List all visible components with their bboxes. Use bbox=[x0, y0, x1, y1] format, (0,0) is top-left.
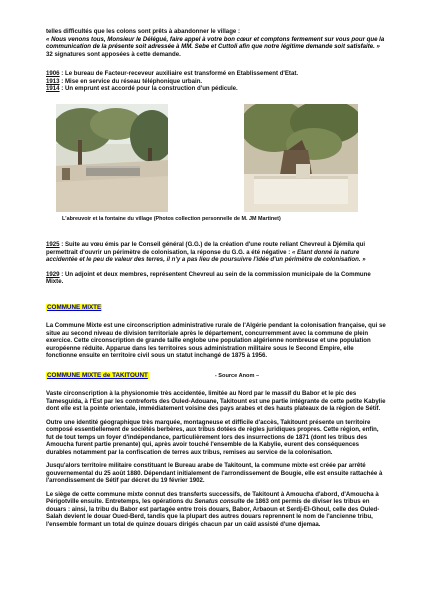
section-takitount bbox=[46, 364, 386, 528]
photo-caption: L'abreuvoir et la fontaine du village (Photos collection personnelle de M. JM Martinet) bbox=[62, 216, 281, 222]
section-heading-takitount: COMMUNE MIXTE de TAKITOUNT bbox=[47, 372, 148, 379]
chronology-item-1913 bbox=[46, 78, 386, 86]
source-note: - Source Anom – bbox=[214, 373, 260, 379]
petition-quote: « Nous venons tous, Monsieur le Délégué, faire appel à votre bon cœur et comptons fermement sur vous pour que la communication de la présente soit adressée à MM. Sebe et Cuttoli afin que notre légitime demande soit satisfaite. » bbox=[46, 35, 385, 50]
signatures-line: 32 signatures sont apposées à cette demande. bbox=[46, 50, 181, 58]
year-1925: 1925 bbox=[46, 241, 60, 248]
watering-trough-photo bbox=[56, 104, 168, 212]
year-1913: 1913 bbox=[46, 77, 60, 85]
year-1929: 1929 bbox=[46, 270, 60, 278]
p4-start: Le siège de cette commune mixte connut des transferts successifs, de Takitount à Amoucha d'abord, d'Amoucha à Périgotville ensuite. Entretemps, les opérations du bbox=[46, 490, 379, 505]
year-1906: 1906 bbox=[46, 70, 60, 77]
section-heading-commune-mixte: COMMUNE MIXTE bbox=[47, 304, 102, 311]
paragraph-1925 bbox=[46, 241, 386, 264]
quote-1925: « Etant donné la nature accidentée et le peu de valeur des terres, il n'y a pas lieu de poursuivre l'idée d'un périmètre de colonisation. » bbox=[46, 248, 366, 263]
text-1929: : Un adjoint et deux membres, représentent Chevreul au sein de la commission municipale de la Commune Mixte. bbox=[46, 270, 371, 285]
commune-mixte-paragraph: La Commune Mixte est une circonscription administrative rurale de l'Algérie pendant la colonisation française, qui se situe au second niveau de division territoriale après le département, concurremment avec la commune de plein exercice. Cette circonscription de grande taille englobe une population algérienne nombreuse et une population européenne réduite. Apparue dans les territoires sous administration militaire sous le Second Empire, elle fonctionne ensuite en territoire civil sous un statut inchangé de 1875 à 1956. bbox=[46, 322, 386, 359]
paragraph-1929 bbox=[46, 271, 386, 286]
senatus-consulte: Senatus consulte bbox=[194, 498, 245, 505]
chronology-text: : Le bureau de Facteur-receveur auxiliaire est transformé en Etablissement d'Etat. bbox=[59, 70, 299, 77]
year-1914: 1914 bbox=[46, 85, 60, 92]
takitount-heading-row bbox=[46, 364, 386, 382]
takitount-paragraph-4 bbox=[46, 491, 386, 529]
chronology-1925-1929 bbox=[46, 241, 386, 286]
chronology-item-1906 bbox=[46, 70, 386, 78]
chronology-text: : Un emprunt est accordé pour la construction d'un pédicule. bbox=[59, 85, 238, 92]
takitount-paragraph-2: Outre une identité géographique très marquée, montagneuse et difficile d'accès, Takitount présente un territoire composé essentiellement de sociétés berbères, aux tribus dotées de règles juridiques propres. Cette région, enfin, fut de tout temps un foyer d'indépendance, particulièrement lors des insurrections de 1871 (dont les tribus des Amoucha furent partie prenante) qui, après avoir touché l'ensemble de la Kabylie, eurent des conséquences durables notamment par la confiscation de terres aux tribus, remises au service de la colonisation. bbox=[46, 418, 379, 456]
fountain-photo bbox=[244, 104, 358, 212]
p4-end: de 1863 ont permis de diviser les tribus en douars : ainsi, la tribu du Babor est partagée entre trois douars, Babor, Arbaoun et Serdj-El-Ghoul, celle des Ouled-Salah devient le douar Oued-Berd, tandis que la plupart des autres douars reprennent le nom de l'ancienne tribu, l'ensemble formant un total de quinze douars dirigés chacun par un caïd assisté d'une djemaa. bbox=[46, 498, 380, 528]
chronology-text: : Mise en service du réseau téléphonique urbain. bbox=[59, 77, 203, 85]
chronology-list bbox=[46, 70, 386, 93]
section-commune-mixte bbox=[46, 296, 386, 360]
text-1925: : Suite au vœu émis par le Conseil général (G.G.) de la création d'une route reliant Chevreul à Djémila qui permettrait d'ouvrir un périmètre de colonisation, la réponse du G.G. a été négative : bbox=[46, 241, 366, 256]
photos-row bbox=[46, 104, 386, 222]
intro-line: telles difficultés que les colons sont prêts à abandonner le village : bbox=[46, 28, 241, 35]
takitount-paragraph-1: Vaste circonscription à la physionomie très accidentée, limitée au Nord par le massif du Babor et le pic des Tamesguida, à l'Est par les contreforts des Ouled-Adouane, Takitount est une partie intégrante de cette petite Kabylie dont elle est la pointe orientale, immédiatement voisine des pays arabes et des hauts plateaux de la région de Sétif. bbox=[46, 390, 386, 412]
takitount-paragraph-3: Jusqu'alors territoire militaire constituant le Bureau arabe de Takitount, la commune mixte est créée par arrêté gouvernemental du 25 août 1880. Dépendant initialement de l'arrondissement de Bougie, elle est ensuite rattachée à l'arrondissement de Sétif par décret du 19 février 1902. bbox=[46, 462, 383, 484]
intro-block bbox=[46, 28, 386, 58]
chronology-item-1914 bbox=[46, 85, 386, 93]
